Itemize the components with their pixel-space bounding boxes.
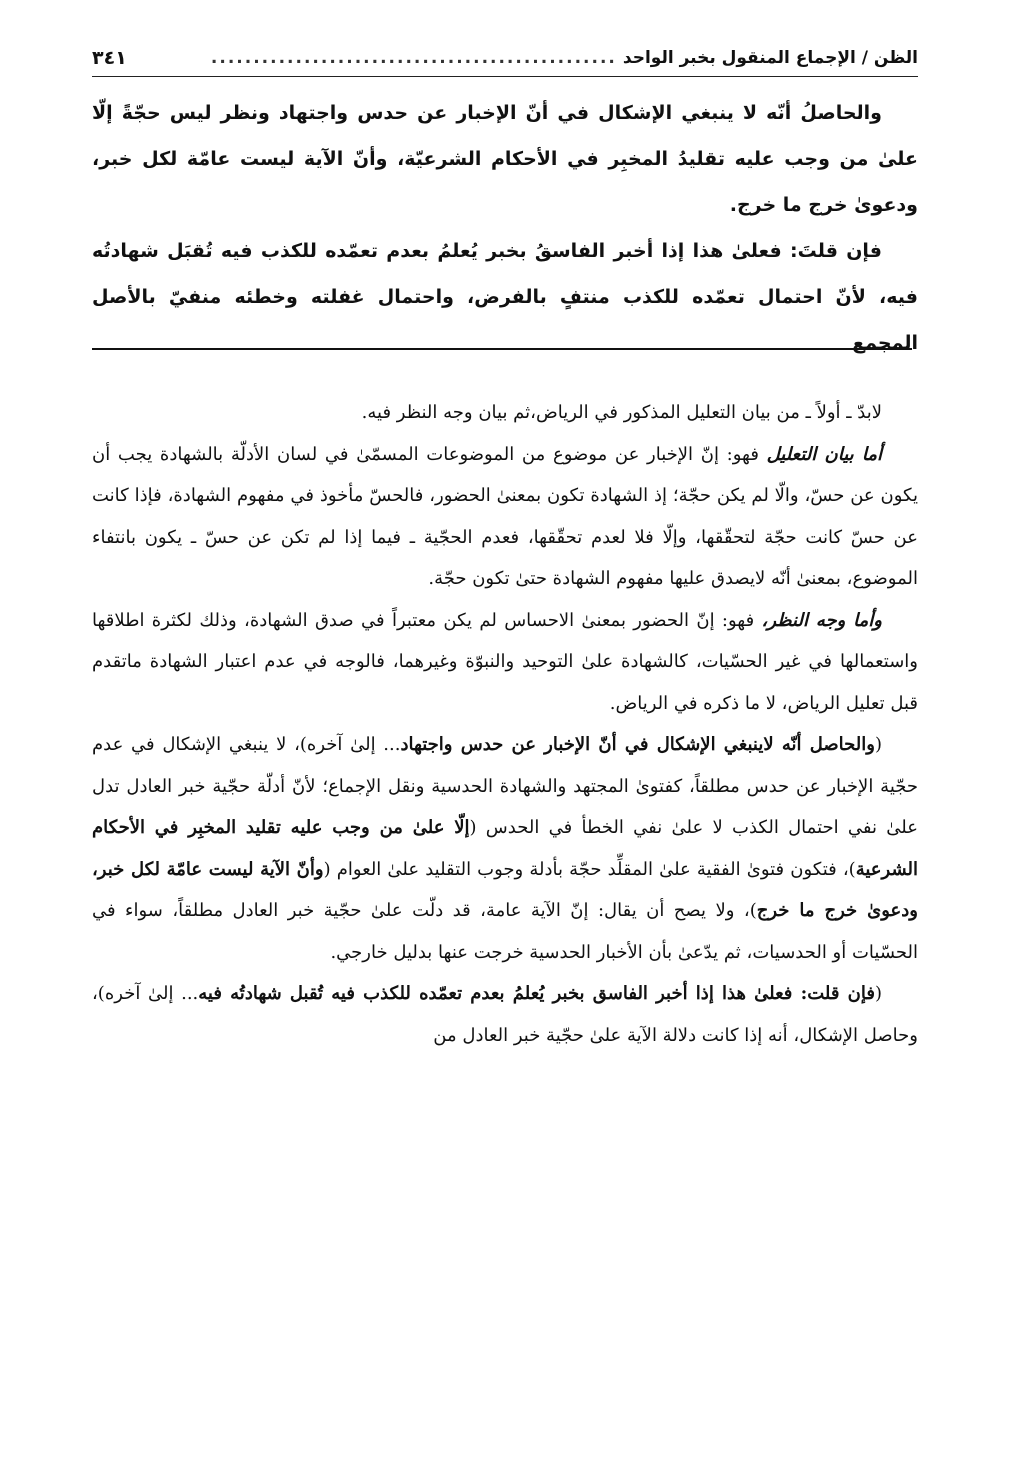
commentary-paragraph-3 (92, 600, 918, 725)
commentary-lead-phrase: وأما وجه النظر، (761, 609, 882, 631)
commentary-body-text: ... إلىٰ آخره)، وحاصل الإشكال، أنه إذا كانت دلالة الآية علىٰ حجّية خبر العادل من (92, 983, 918, 1046)
quoted-text: فإن قلت: فعلىٰ هذا إذا أخبر الفاسق بخبر يُعلمُ بعدم تعمّده للكذب فيه تُقبل شهادتُه فيه (198, 983, 875, 1004)
main-paragraph-1: والحاصلُ أنّه لا ينبغي الإشكال في أنّ الإخبار عن حدس واجتهاد ونظر ليس حجّةً إلّا علىٰ من وجب عليه تقليدُ المخبِر في الأحكام الشرعيّة، وأنّ الآية ليست عامّة لكل خبر، ودعوىٰ خرج ما خرج. (92, 102, 918, 216)
commentary-paragraph-4 (92, 724, 918, 973)
quoted-text: والحاصل أنّه لاينبغي الإشكال في أنّ الإخبار عن حدس واجتهاد (400, 734, 875, 755)
commentary-body-text: )، ولا يصح أن يقال: إنّ الآية عامة، قد دلّت علىٰ حجّية خبر العادل مطلقاً، سواء في الحسّيات أو الحدسيات، ثم يدّعىٰ بأن الأخبار الحدسية خرجت عنها بدليل خارجي. (92, 900, 918, 963)
quoted-text: وأنّ الآية ليست عامّة لكل خبر، ودعوىٰ خرج ما خرج (92, 858, 918, 921)
running-header (92, 40, 918, 77)
commentary-body-text: )، فتكون فتوىٰ الفقية علىٰ المقلِّد حجّة بأدلة وجوب التقليد علىٰ العوام ( (323, 858, 856, 880)
commentary-lead-phrase: أما بيان التعليل (766, 443, 882, 465)
commentary-paragraph-2 (92, 434, 918, 600)
header-title: الظن / الإجماع المنقول بخبر الواحد (622, 48, 918, 68)
header-leader-dots: ................................................ (210, 48, 617, 68)
open-paren: ( (874, 983, 882, 1004)
main-paragraph-2: فإن قلتَ: فعلىٰ هذا إذا أخبر الفاسقُ بخبر يُعلمُ بعدم تعمّده للكذب فيه تُقبَل شهادتُه فيه، لأنّ احتمال تعمّده للكذب منتفٍ بالفرض، واحتمال غفلته وخطئه منفيّ بالأصل المجمع (92, 240, 918, 354)
commentary-text (92, 392, 918, 1056)
commentary-paragraph-5 (92, 973, 918, 1056)
main-text (92, 90, 918, 366)
separator-rule (92, 348, 912, 350)
commentary-body-text: فهو: إنّ الإخبار عن موضوع من الموضوعات المسمّىٰ في لسان الأدلّة بالشهادة يجب أن يكون عن حسّ، والّا لم يكن حجّة؛ إذ الشهادة تكون بمعنىٰ الحضور، فالحسّ مأخوذ في مفهوم الشهادة، فإذا كانت عن حسّ كانت حجّة لتحقّقها، وإلّا فلا لعدم تحقّقها، فعدم الحجّية ـ فيما إذا لم تكن عن حسّ ـ يكون بانتفاء الموضوع، بمعنىٰ أنّه لايصدق عليها مفهوم الشهادة حتىٰ تكون حجّة. (92, 443, 918, 589)
commentary-body-text: ... إلىٰ آخره)، لا ينبغي الإشكال في عدم حجّية الإخبار عن حدس مطلقاً، كفتوىٰ المجتهد والشهادة الحدسية ونقل الإجماع؛ لأنّ أدلّة حجّية خبر العادل تدل علىٰ نفي احتمال الكذب لا علىٰ نفي الخطأ في الحدس ( (92, 734, 918, 838)
commentary-body-text: فهو: إنّ الحضور بمعنىٰ الاحساس لم يكن معتبراً في صدق الشهادة، وذلك لكثرة اطلاقها واستعمالها في غير الحسّيات، كالشهادة علىٰ التوحيد والنبوّة وغيرهما، فالوجه في عدم اعتبار الشهادة ماتقدم قبل تعليل الرياض، لا ما ذكره في الرياض. (92, 609, 918, 714)
page-number: ٣٤١ (92, 47, 127, 69)
quoted-text: إلّا علىٰ من وجب عليه تقليد المخبِر في الأحكام الشرعية (92, 817, 918, 880)
open-paren: ( (874, 734, 882, 755)
commentary-paragraph-1: لابدّ ـ أولاً ـ من بيان التعليل المذكور في الرياض،ثم بيان وجه النظر فيه. (361, 402, 882, 423)
